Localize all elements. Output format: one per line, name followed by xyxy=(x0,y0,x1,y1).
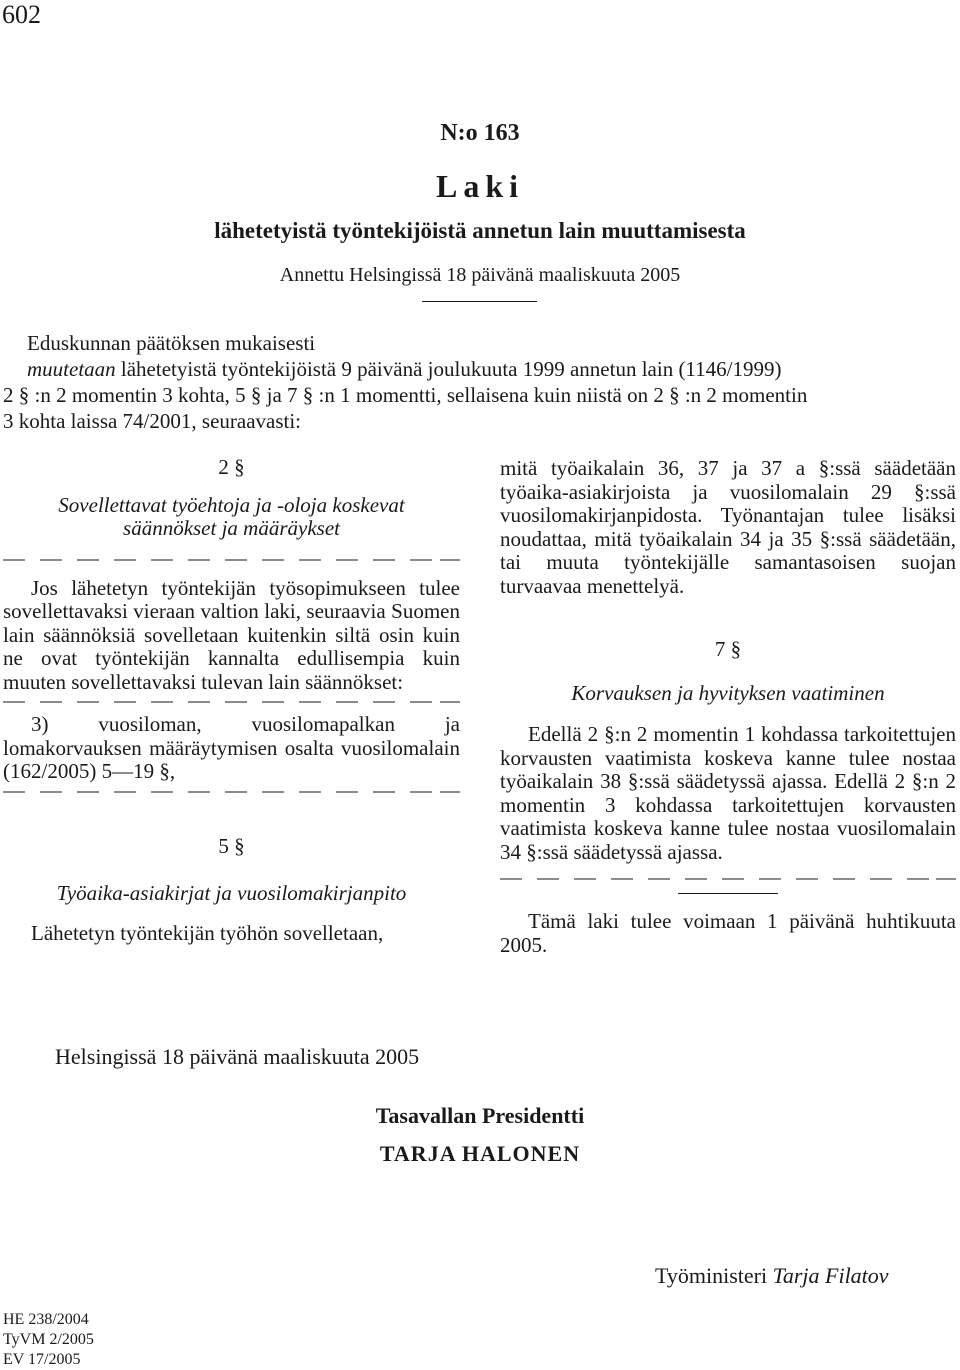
intro-line-2 xyxy=(27,356,781,382)
left-column xyxy=(3,456,460,945)
section-2-title-line-1: Sovellettavat työehtoja ja -oloja koskevat xyxy=(58,492,405,517)
intro-line-4: 3 kohta laissa 74/2001, seuraavasti: xyxy=(3,409,302,433)
section-7-number: 7 § xyxy=(714,637,742,661)
right-column xyxy=(500,457,956,957)
end-divider-row xyxy=(500,884,956,904)
section-2-paragraph: Jos lähetetyn työntekijän työsopimukseen tulee sovellettavaksi vieraan valtion laki, seuraavia Suomen lain säännöksiä sovelletaan kuitenkin siltä osin kuin ne ovat työntekijän kannalta edullisempia kuin muuten sovellettavaksi tulevan lain säännökset: xyxy=(3,575,460,694)
document-subtitle: lähetetyistä työntekijöistä annetun lain muuttamisesta xyxy=(214,218,746,243)
section-2-title-line-2: säännökset ja määräykset xyxy=(123,516,340,540)
omission-dashes xyxy=(500,874,956,884)
minister-title: Työministeri xyxy=(655,1263,773,1288)
end-divider xyxy=(678,893,778,894)
section-7-title: Korvauksen ja hyvityksen vaatiminen xyxy=(571,680,885,705)
president-title: Tasavallan Presidentti xyxy=(375,1103,585,1128)
header-divider xyxy=(422,301,537,302)
section-2-number: 2 § xyxy=(218,455,245,479)
president-name: TARJA HALONEN xyxy=(379,1141,581,1166)
minister-name: Tarja Filatov xyxy=(772,1263,889,1288)
place-and-date: Helsingissä 18 päivänä maaliskuuta 2005 xyxy=(55,1044,420,1069)
entry-into-force: Tämä laki tulee voimaan 1 päivänä huhtikuuta 2005. xyxy=(500,909,956,957)
section-5-title: Työaika-asiakirjat ja vuosilomakirjanpito xyxy=(56,881,407,905)
document-title: Laki xyxy=(435,168,525,204)
section-5-paragraph-start: Lähetetyn työntekijän työhön sovelletaan, xyxy=(31,920,384,945)
section-5-paragraph-continued: mitä työaikalain 36, 37 ja 37 a §:ssä säädetään työaika-asiakirjoista ja vuosilomalain 29 §:ssä vuosilomakirjanpidosta. Työnantajan tulee lisäksi noudattaa, mitä työaikalain 34 ja 35 §:ssä säädetään, tai muuta työntekijälle samantasoisen suojan turvaavaa menettelyä. xyxy=(500,456,956,598)
section-5-number: 5 § xyxy=(218,833,245,858)
intro-line-2-text: lähetetyistä työntekijöistä 9 päivänä joulukuuta 1999 annetun lain (1146/1999) xyxy=(115,357,782,381)
omission-dashes xyxy=(3,697,460,707)
section-2-item-3: 3) vuosiloman, vuosilomapalkan ja lomakorvauksen määräytymisen osalta vuosilomalain (162/2005) 5—19 §, xyxy=(3,712,460,783)
intro-line-1: Eduskunnan päätöksen mukaisesti xyxy=(27,331,316,355)
omission-dashes xyxy=(3,787,460,797)
reference-tyvm: TyVM 2/2005 xyxy=(3,1331,94,1348)
minister-signature xyxy=(655,1263,889,1289)
statute-number: N:o 163 xyxy=(440,120,520,146)
reference-ev: EV 17/2005 xyxy=(3,1351,81,1368)
legislative-references xyxy=(3,1310,94,1370)
intro-italic-verb: muutetaan xyxy=(27,357,116,381)
given-date: Annettu Helsingissä 18 päivänä maaliskuuta 2005 xyxy=(279,264,681,286)
page-number: 602 xyxy=(2,0,41,29)
section-7-paragraph: Edellä 2 §:n 2 momentin 1 kohdassa tarkoitettujen korvausten vaatimista koskeva kanne tulee nostaa työaikalain 38 §:ssä säädetyssä ajassa. Edellä 2 §:n 2 momentin 3 kohdassa tarkoitettujen korvausten vaatimista koskeva kanne tulee nostaa vuosilomalain 34 §:ssä säädetyssä ajassa. xyxy=(500,722,956,864)
intro-line-3: 2 § :n 2 momentin 3 kohta, 5 § ja 7 § :n 1 momentti, sellaisena kuin niistä on 2 § :n 2 momentin xyxy=(3,383,808,407)
omission-dashes xyxy=(3,555,460,565)
reference-he: HE 238/2004 xyxy=(3,1311,89,1328)
